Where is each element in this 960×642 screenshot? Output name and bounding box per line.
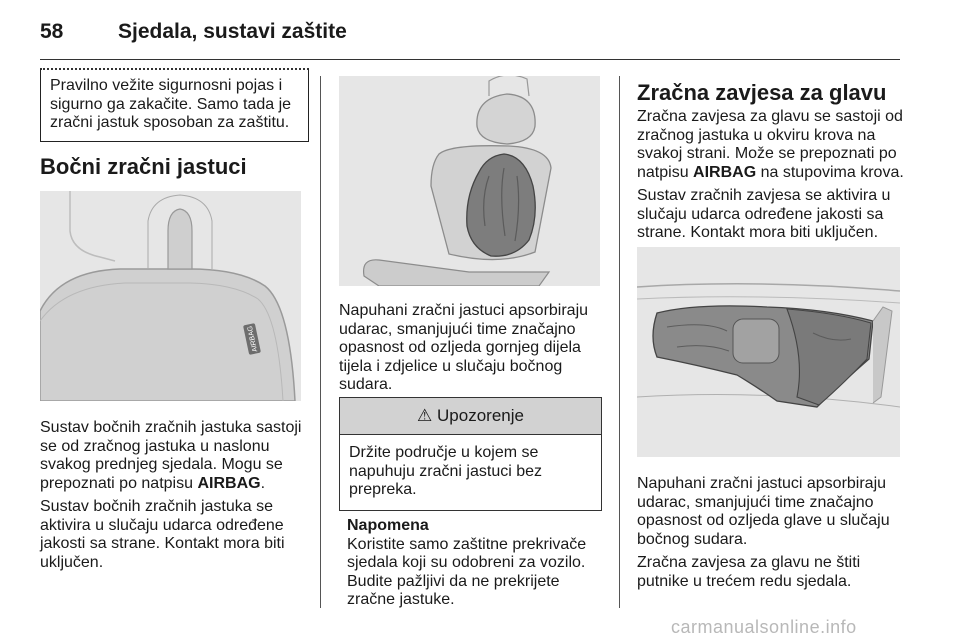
warning-icon: ⚠ bbox=[417, 406, 433, 425]
seatbelt-note-box bbox=[40, 68, 309, 142]
side-airbag-text bbox=[40, 419, 308, 577]
side-airbag-effect-paragraph: Napuhani zračni jastuci apsorbiraju udarac, smanjujući time značajno opasnost od ozljeda gornjeg dijela tijela i zdjelice u slučaju bočnog sudara. bbox=[339, 302, 589, 393]
column-divider bbox=[619, 76, 620, 608]
curtain-airbag-illustration bbox=[637, 247, 900, 457]
seat-backrest-illustration bbox=[40, 191, 301, 401]
curtain-airbag-paragraph-3: Napuhani zračni jastuci apsorbiraju udarac, smanjujući time značajno opasnost od ozljeda glave u slučaju bočnog sudara. bbox=[637, 475, 890, 548]
seat-airbag-figure bbox=[339, 76, 600, 286]
curtain-airbag-effect-text bbox=[637, 475, 905, 596]
note-label: Napomena bbox=[347, 517, 429, 534]
watermark-text: carmanualsonline.info bbox=[671, 617, 857, 637]
column-divider bbox=[320, 76, 321, 608]
side-airbag-paragraph-2: Sustav bočnih zračnih jastuka se aktivira u slučaju udarca određene jakosti sa strane. Kontakt mora biti uključen. bbox=[40, 498, 285, 571]
warning-title: Upozorenje bbox=[437, 406, 524, 425]
page-number: 58 bbox=[40, 20, 64, 43]
seatbelt-note-text: Pravilno vežite sigurnosni pojas i sigurno ga zakačite. Samo tada je zračni jastuk sposoban za zaštitu. bbox=[50, 77, 292, 131]
seat-airbag-illustration bbox=[339, 76, 600, 286]
seat-backrest-figure bbox=[40, 191, 301, 401]
page-title: Sjedala, sustavi zaštite bbox=[118, 20, 347, 43]
curtain-airbag-heading: Zračna zavjesa za glavu bbox=[637, 80, 887, 105]
header-rule bbox=[40, 59, 900, 60]
warning-box bbox=[339, 397, 602, 511]
curtain-airbag-figure bbox=[637, 247, 900, 457]
warning-header bbox=[340, 398, 601, 435]
side-airbag-heading: Bočni zračni jastuci bbox=[40, 154, 247, 179]
warning-body: Držite područje u kojem se napuhuju zračni jastuci bez prepreka. bbox=[349, 444, 543, 498]
side-airbag-paragraph-1: Sustav bočnih zračnih jastuka sastoji se od zračnog jastuka u naslonu svakog prednjeg sjedala. Mogu se prepoznati po natpisu AIRBAG. bbox=[40, 419, 302, 492]
curtain-airbag-paragraph-4: Zračna zavjesa za glavu ne štiti putnike u trećem redu sjedala. bbox=[637, 554, 861, 590]
curtain-airbag-text bbox=[637, 108, 905, 248]
airbag-label-text: AIRBAG bbox=[246, 325, 260, 353]
side-airbag-effect-text bbox=[339, 302, 601, 400]
curtain-airbag-paragraph-1: Zračna zavjesa za glavu se sastoji od zračnog jastuka u okviru krova na svakoj strani. Može se prepoznati po natpisu AIRBAG na stupovima krova. bbox=[637, 108, 904, 181]
note-section bbox=[347, 517, 605, 610]
note-body: Koristite samo zaštitne prekrivače sjedala koji su odobreni za vozilo. Budite pažljivi da ne prekrijete zračne jastuke. bbox=[347, 535, 587, 608]
curtain-airbag-paragraph-2: Sustav zračnih zavjesa se aktivira u slučaju udarca određene jakosti sa strane. Kontakt mora biti uključen. bbox=[637, 187, 891, 241]
